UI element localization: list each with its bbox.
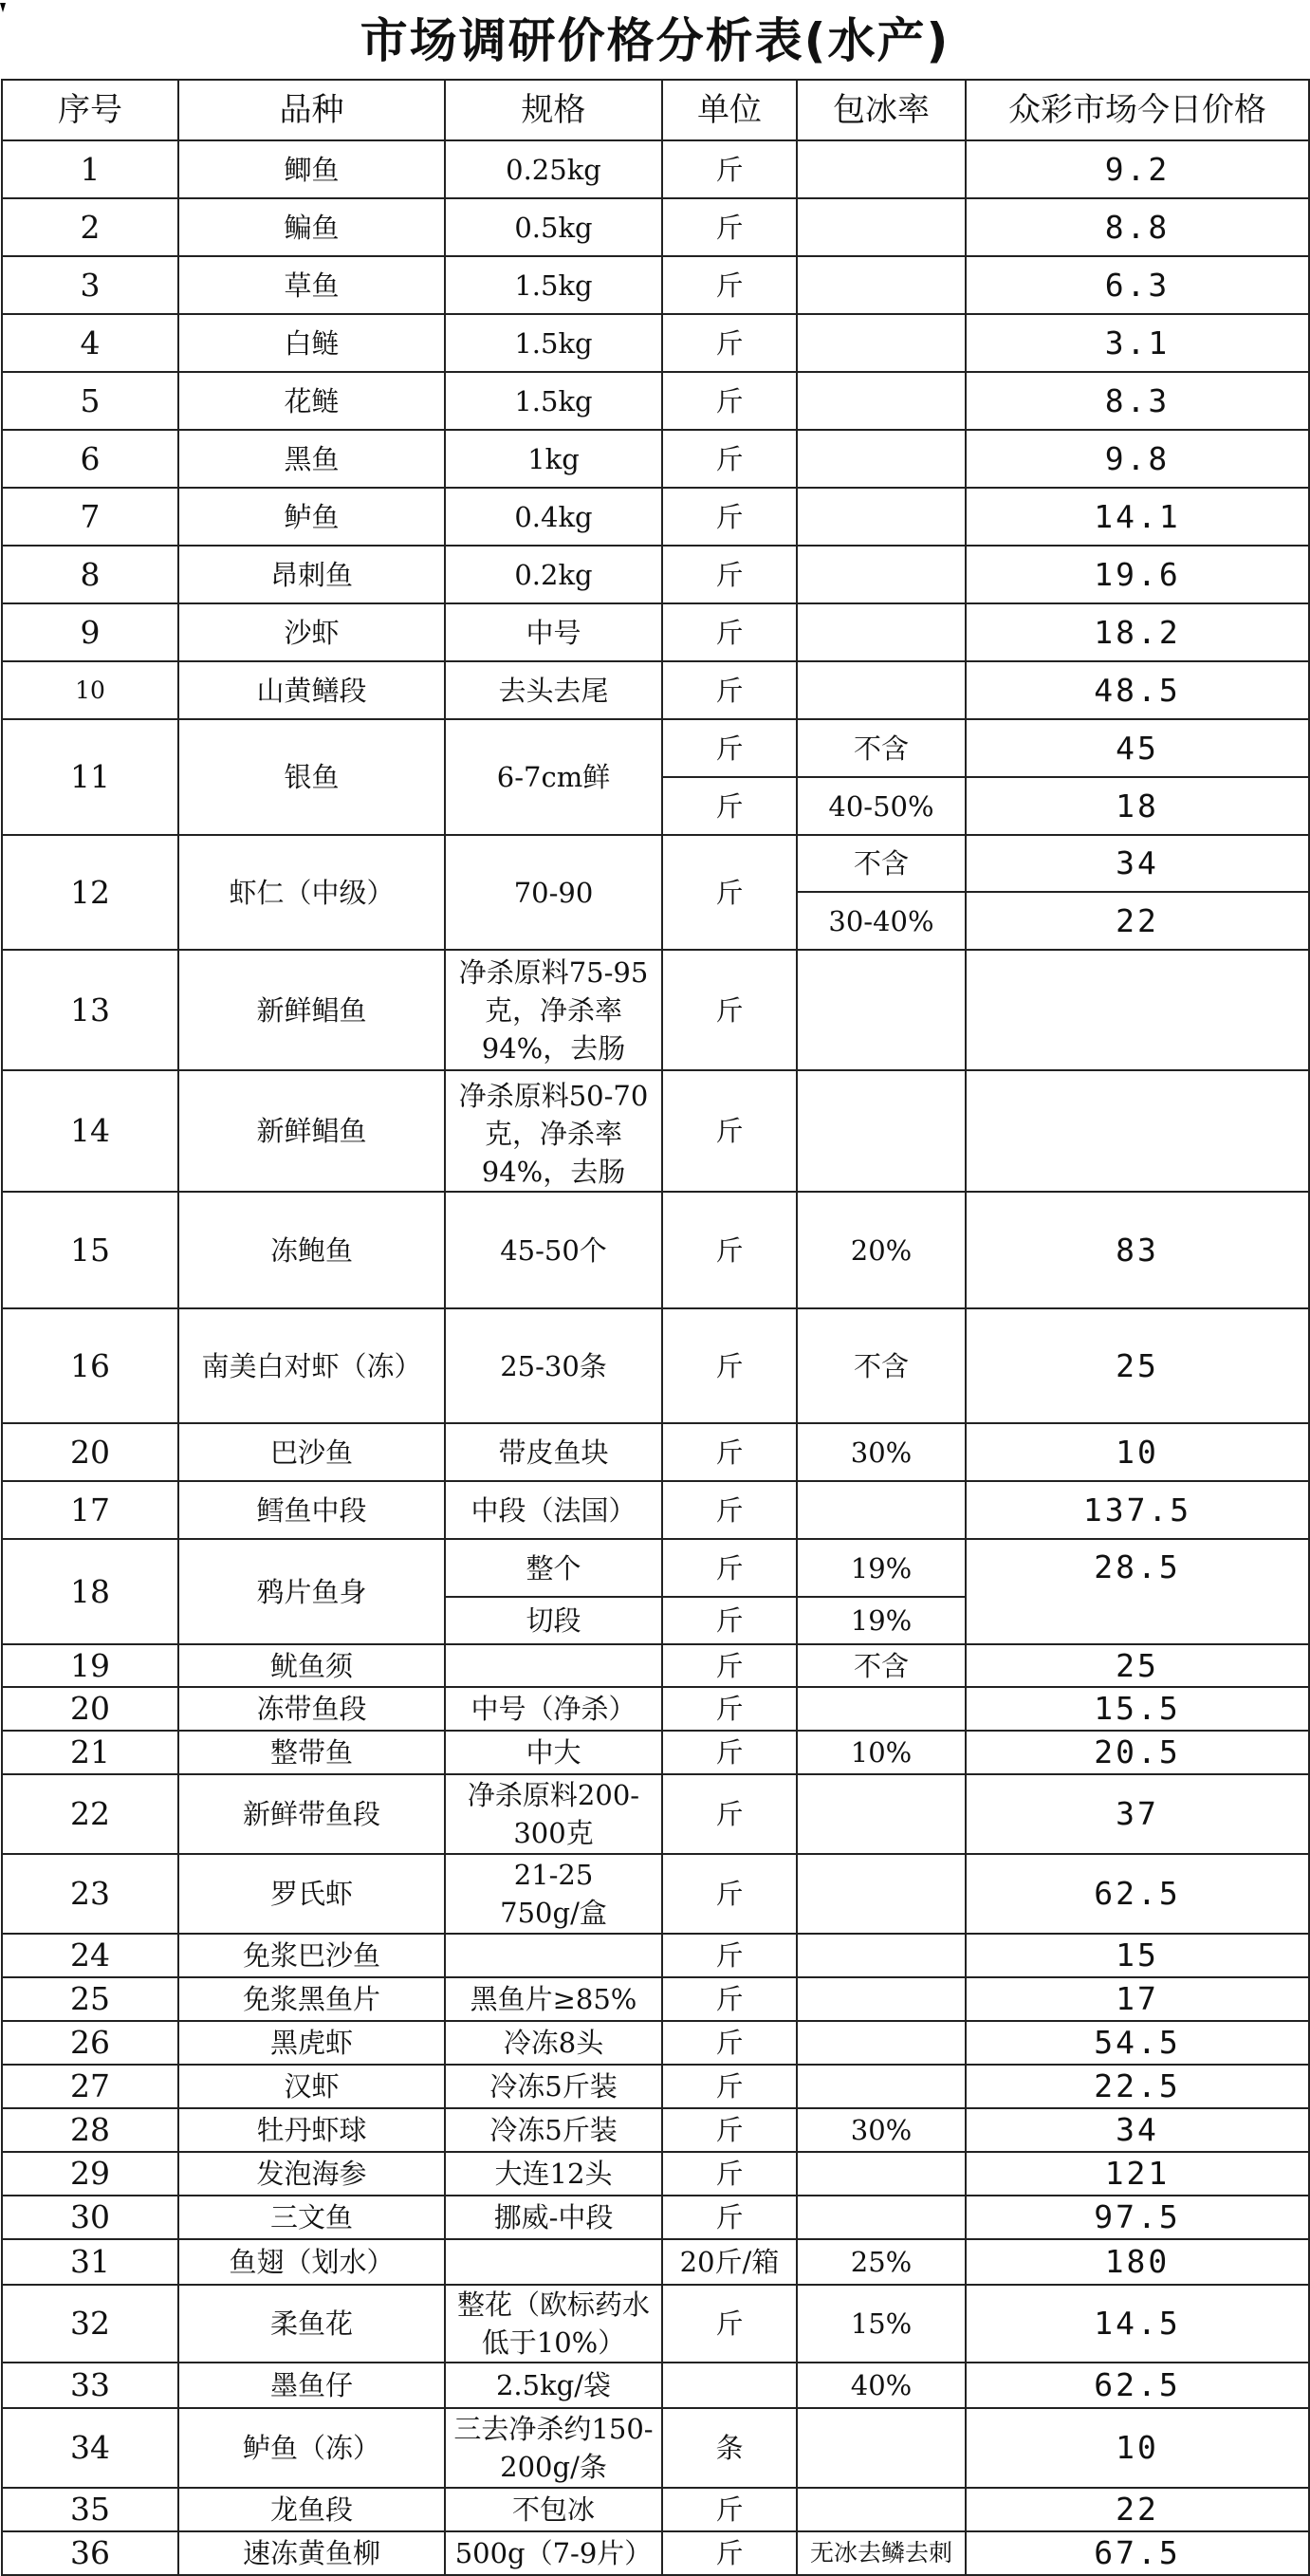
cell-no: 11 — [2, 719, 178, 835]
cell-price: 22 — [966, 2488, 1309, 2531]
cell-spec: 中段（法国） — [445, 1481, 662, 1539]
header-no: 序号 — [2, 80, 178, 140]
cell-price: 180 — [966, 2239, 1309, 2285]
table-row — [2, 1774, 1309, 1854]
cell-no: 7 — [2, 488, 178, 546]
cell-spec: 中大 — [445, 1731, 662, 1774]
table-row — [2, 2363, 1309, 2408]
header-ice-rate: 包冰率 — [797, 80, 966, 140]
cell-unit: 斤 — [662, 1308, 797, 1423]
cell-no: 32 — [2, 2285, 178, 2363]
cell-name: 速冻黄鱼柳 — [178, 2531, 445, 2575]
cell-price: 9.2 — [966, 140, 1309, 198]
price-table — [1, 79, 1310, 2576]
cell-price: 15.5 — [966, 1687, 1309, 1731]
cell-no: 23 — [2, 1854, 178, 1934]
cell-name: 鲫鱼 — [178, 140, 445, 198]
cell-ice — [797, 1977, 966, 2021]
cell-unit: 斤 — [662, 1731, 797, 1774]
cell-name: 黑鱼 — [178, 430, 445, 488]
cell-unit: 斤 — [662, 950, 797, 1070]
cell-name: 沙虾 — [178, 603, 445, 661]
cell-spec: 黑鱼片≥85% — [445, 1977, 662, 2021]
cell-name: 新鲜鲳鱼 — [178, 950, 445, 1070]
table-row — [2, 1731, 1309, 1774]
cell-price: 25 — [966, 1644, 1309, 1687]
cell-spec: 21-25 750g/盒 — [445, 1854, 662, 1934]
cell-price: 34 — [966, 835, 1309, 892]
cell-price: 18.2 — [966, 603, 1309, 661]
cell-name: 冻鲍鱼 — [178, 1192, 445, 1308]
cell-no: 35 — [2, 2488, 178, 2531]
cell-spec: 0.25kg — [445, 140, 662, 198]
cell-unit: 斤 — [662, 488, 797, 546]
table-row — [2, 603, 1309, 661]
page-title: 市场调研价格分析表(水产) — [360, 13, 950, 68]
cell-ice: 25% — [797, 2239, 966, 2285]
cell-unit: 斤 — [662, 546, 797, 603]
cell-no: 13 — [2, 950, 178, 1070]
cell-spec: 0.2kg — [445, 546, 662, 603]
cell-spec: 净杀原料75-95克，净杀率94%，去肠 — [445, 950, 662, 1070]
cell-no: 12 — [2, 835, 178, 950]
cell-price: 45 — [966, 719, 1309, 777]
cell-name: 花鲢 — [178, 372, 445, 430]
cell-price: 3.1 — [966, 314, 1309, 372]
table-row — [2, 1539, 1309, 1597]
cell-ice — [797, 1854, 966, 1934]
cell-no: 5 — [2, 372, 178, 430]
cell-price: 48.5 — [966, 661, 1309, 719]
cell-price: 22 — [966, 892, 1309, 950]
table-row — [2, 719, 1309, 777]
cell-no: 14 — [2, 1070, 178, 1192]
cell-spec: 冷冻5斤装 — [445, 2108, 662, 2152]
cell-price: 121 — [966, 2152, 1309, 2196]
cell-ice — [797, 372, 966, 430]
cell-no: 19 — [2, 1644, 178, 1687]
cell-unit: 斤 — [662, 314, 797, 372]
table-row — [2, 430, 1309, 488]
cell-no: 6 — [2, 430, 178, 488]
table-row — [2, 835, 1309, 892]
cell-spec: 三去净杀约150-200g/条 — [445, 2408, 662, 2488]
cell-ice — [797, 488, 966, 546]
cell-price: 22.5 — [966, 2065, 1309, 2108]
cell-price: 34 — [966, 2108, 1309, 2152]
cell-spec: 净杀原料50-70克，净杀率94%，去肠 — [445, 1070, 662, 1192]
cell-spec: 不包冰 — [445, 2488, 662, 2531]
cell-ice: 不含 — [797, 719, 966, 777]
table-row — [2, 2108, 1309, 2152]
cell-unit: 斤 — [662, 2021, 797, 2065]
cell-price: 10 — [966, 1423, 1309, 1481]
cell-name: 白鲢 — [178, 314, 445, 372]
cell-ice: 19% — [797, 1597, 966, 1644]
table-row — [2, 1423, 1309, 1481]
cell-name: 巴沙鱼 — [178, 1423, 445, 1481]
table-row — [2, 1644, 1309, 1687]
cell-spec: 中号 — [445, 603, 662, 661]
cell-unit: 斤 — [662, 777, 797, 835]
cell-price: 67.5 — [966, 2531, 1309, 2575]
cell-spec: 2.5kg/袋 — [445, 2363, 662, 2408]
cell-price: 14.5 — [966, 2285, 1309, 2363]
cell-name: 虾仁（中级） — [178, 835, 445, 950]
cell-no: 31 — [2, 2239, 178, 2285]
header-spec: 规格 — [445, 80, 662, 140]
cell-unit: 斤 — [662, 256, 797, 314]
cell-ice — [797, 2065, 966, 2108]
cell-ice: 10% — [797, 1731, 966, 1774]
cell-price: 9.8 — [966, 430, 1309, 488]
cell-ice: 20% — [797, 1192, 966, 1308]
cell-unit: 斤 — [662, 2488, 797, 2531]
cell-name: 冻带鱼段 — [178, 1687, 445, 1731]
cell-spec: 1.5kg — [445, 314, 662, 372]
cell-ice: 40-50% — [797, 777, 966, 835]
cell-name: 免浆巴沙鱼 — [178, 1934, 445, 1977]
table-row — [2, 950, 1309, 1070]
cell-unit: 斤 — [662, 1070, 797, 1192]
cell-spec: 冷冻8头 — [445, 2021, 662, 2065]
cell-price: 25 — [966, 1308, 1309, 1423]
cell-ice — [797, 430, 966, 488]
table-row — [2, 1481, 1309, 1539]
header-row — [2, 80, 1309, 140]
cell-spec: 中号（净杀） — [445, 1687, 662, 1731]
table-row — [2, 2285, 1309, 2363]
cell-name: 汉虾 — [178, 2065, 445, 2108]
cell-unit: 斤 — [662, 2196, 797, 2239]
cell-ice — [797, 1774, 966, 1854]
cell-unit: 斤 — [662, 2531, 797, 2575]
cell-ice — [797, 603, 966, 661]
cell-price: 8.3 — [966, 372, 1309, 430]
cell-no: 18 — [2, 1539, 178, 1644]
cell-spec: 带皮鱼块 — [445, 1423, 662, 1481]
cell-spec: 1kg — [445, 430, 662, 488]
cell-name: 龙鱼段 — [178, 2488, 445, 2531]
table-row — [2, 488, 1309, 546]
cell-price: 8.8 — [966, 198, 1309, 256]
cell-ice — [797, 2196, 966, 2239]
cell-spec: 25-30条 — [445, 1308, 662, 1423]
cell-spec: 0.4kg — [445, 488, 662, 546]
cell-name: 牡丹虾球 — [178, 2108, 445, 2152]
table-row — [2, 1854, 1309, 1934]
table-row — [2, 2488, 1309, 2531]
cell-spec: 冷冻5斤装 — [445, 2065, 662, 2108]
cell-no: 10 — [2, 661, 178, 719]
cell-unit: 斤 — [662, 1774, 797, 1854]
cell-no: 22 — [2, 1774, 178, 1854]
table-row — [2, 140, 1309, 198]
cell-no: 34 — [2, 2408, 178, 2488]
cell-price: 15 — [966, 1934, 1309, 1977]
cell-price: 37 — [966, 1774, 1309, 1854]
cell-spec: 1.5kg — [445, 256, 662, 314]
cell-no: 9 — [2, 603, 178, 661]
table-row — [2, 2531, 1309, 2575]
cell-unit: 斤 — [662, 140, 797, 198]
cell-no: 2 — [2, 198, 178, 256]
cell-name: 鳊鱼 — [178, 198, 445, 256]
cell-no: 17 — [2, 1481, 178, 1539]
cell-price: 19.6 — [966, 546, 1309, 603]
cell-name: 免浆黑鱼片 — [178, 1977, 445, 2021]
cell-price: 83 — [966, 1192, 1309, 1308]
cell-name: 柔鱼花 — [178, 2285, 445, 2363]
cell-unit: 斤 — [662, 1644, 797, 1687]
cell-spec: 大连12头 — [445, 2152, 662, 2196]
cell-ice — [797, 256, 966, 314]
cell-unit: 斤 — [662, 603, 797, 661]
cell-unit: 20斤/箱 — [662, 2239, 797, 2285]
cell-price: 137.5 — [966, 1481, 1309, 1539]
cell-no: 26 — [2, 2021, 178, 2065]
cell-spec: 去头去尾 — [445, 661, 662, 719]
cell-name: 鱼翅（划水） — [178, 2239, 445, 2285]
header-name: 品种 — [178, 80, 445, 140]
cell-ice: 15% — [797, 2285, 966, 2363]
cell-name: 罗氏虾 — [178, 1854, 445, 1934]
cell-spec: 500g（7-9片） — [445, 2531, 662, 2575]
header-price: 众彩市场今日价格 — [966, 80, 1309, 140]
cell-name: 黑虎虾 — [178, 2021, 445, 2065]
cell-name: 整带鱼 — [178, 1731, 445, 1774]
cell-unit: 斤 — [662, 1977, 797, 2021]
cell-name: 鲈鱼 — [178, 488, 445, 546]
cell-ice — [797, 314, 966, 372]
cell-ice — [797, 2152, 966, 2196]
cell-ice — [797, 2408, 966, 2488]
cell-no: 28 — [2, 2108, 178, 2152]
cell-ice: 无冰去鳞去刺 — [797, 2531, 966, 2575]
cell-unit: 斤 — [662, 2108, 797, 2152]
cell-name: 山黄鳝段 — [178, 661, 445, 719]
cell-name: 鳕鱼中段 — [178, 1481, 445, 1539]
cell-no: 29 — [2, 2152, 178, 2196]
cell-spec: 45-50个 — [445, 1192, 662, 1308]
cell-spec: 整个 — [445, 1539, 662, 1597]
cell-name: 新鲜鲳鱼 — [178, 1070, 445, 1192]
cell-price: 97.5 — [966, 2196, 1309, 2239]
cell-ice: 不含 — [797, 835, 966, 892]
table-row — [2, 1934, 1309, 1977]
cell-ice — [797, 950, 966, 1070]
cell-no: 36 — [2, 2531, 178, 2575]
table-row — [2, 198, 1309, 256]
cell-price: 28.5 — [966, 1539, 1309, 1644]
table-row — [2, 1192, 1309, 1308]
cell-ice: 不含 — [797, 1644, 966, 1687]
cell-unit: 斤 — [662, 2152, 797, 2196]
cell-no: 15 — [2, 1192, 178, 1308]
table-row — [2, 1308, 1309, 1423]
cell-name: 南美白对虾（冻） — [178, 1308, 445, 1423]
cell-price: 62.5 — [966, 1854, 1309, 1934]
cell-ice — [797, 1687, 966, 1731]
cell-ice — [797, 198, 966, 256]
cell-unit: 斤 — [662, 1854, 797, 1934]
cell-ice: 19% — [797, 1539, 966, 1597]
cell-no: 4 — [2, 314, 178, 372]
cell-name: 银鱼 — [178, 719, 445, 835]
cell-unit — [662, 2363, 797, 2408]
cell-no: 24 — [2, 1934, 178, 1977]
cell-name: 昂刺鱼 — [178, 546, 445, 603]
cell-name: 草鱼 — [178, 256, 445, 314]
cell-ice: 30-40% — [797, 892, 966, 950]
cell-name: 鸦片鱼身 — [178, 1539, 445, 1644]
cell-unit: 斤 — [662, 2285, 797, 2363]
cell-spec: 切段 — [445, 1597, 662, 1644]
cell-no: 8 — [2, 546, 178, 603]
table-row — [2, 1070, 1309, 1192]
cell-spec — [445, 1644, 662, 1687]
cell-no: 30 — [2, 2196, 178, 2239]
cell-ice — [797, 2021, 966, 2065]
table-row — [2, 2239, 1309, 2285]
cell-ice — [797, 661, 966, 719]
cell-no: 25 — [2, 1977, 178, 2021]
table-row — [2, 661, 1309, 719]
cell-spec: 6-7cm鲜 — [445, 719, 662, 835]
cell-no: 27 — [2, 2065, 178, 2108]
cell-no: 20 — [2, 1423, 178, 1481]
cell-name: 鲈鱼（冻） — [178, 2408, 445, 2488]
cell-unit: 斤 — [662, 372, 797, 430]
cell-spec: 整花（欧标药水低于10%） — [445, 2285, 662, 2363]
cell-no: 3 — [2, 256, 178, 314]
cell-ice — [797, 1934, 966, 1977]
cell-ice: 40% — [797, 2363, 966, 2408]
table-row — [2, 546, 1309, 603]
cell-unit: 条 — [662, 2408, 797, 2488]
cell-price: 10 — [966, 2408, 1309, 2488]
cell-price: 17 — [966, 1977, 1309, 2021]
cell-no: 21 — [2, 1731, 178, 1774]
cell-unit: 斤 — [662, 198, 797, 256]
table-row — [2, 314, 1309, 372]
cell-unit: 斤 — [662, 1192, 797, 1308]
cell-unit: 斤 — [662, 1934, 797, 1977]
cell-spec — [445, 1934, 662, 1977]
table-row — [2, 1687, 1309, 1731]
cell-no: 33 — [2, 2363, 178, 2408]
table-row — [2, 372, 1309, 430]
cell-no: 16 — [2, 1308, 178, 1423]
cell-name: 鱿鱼须 — [178, 1644, 445, 1687]
cell-unit: 斤 — [662, 1687, 797, 1731]
cell-ice: 30% — [797, 2108, 966, 2152]
cell-unit: 斤 — [662, 2065, 797, 2108]
cell-name: 三文鱼 — [178, 2196, 445, 2239]
cell-spec: 1.5kg — [445, 372, 662, 430]
cell-name: 发泡海参 — [178, 2152, 445, 2196]
cell-name: 新鲜带鱼段 — [178, 1774, 445, 1854]
table-row — [2, 2408, 1309, 2488]
cell-ice: 不含 — [797, 1308, 966, 1423]
cell-price: 62.5 — [966, 2363, 1309, 2408]
cell-spec: 净杀原料200-300克 — [445, 1774, 662, 1854]
table-row — [2, 1977, 1309, 2021]
cell-no: 1 — [2, 140, 178, 198]
header-unit: 单位 — [662, 80, 797, 140]
cell-unit: 斤 — [662, 719, 797, 777]
cell-price — [966, 1070, 1309, 1192]
cell-ice — [797, 1481, 966, 1539]
cell-spec — [445, 2239, 662, 2285]
table-row — [2, 256, 1309, 314]
cell-price: 54.5 — [966, 2021, 1309, 2065]
table-row — [2, 2196, 1309, 2239]
cell-unit: 斤 — [662, 661, 797, 719]
cell-price: 20.5 — [966, 1731, 1309, 1774]
cell-name: 墨鱼仔 — [178, 2363, 445, 2408]
cell-ice — [797, 140, 966, 198]
cell-ice — [797, 2488, 966, 2531]
cell-ice — [797, 546, 966, 603]
table-row — [2, 2021, 1309, 2065]
cell-unit: 斤 — [662, 430, 797, 488]
table-row — [2, 2065, 1309, 2108]
cell-unit: 斤 — [662, 1481, 797, 1539]
cell-no: 20 — [2, 1687, 178, 1731]
cell-unit: 斤 — [662, 1597, 797, 1644]
cell-price: 18 — [966, 777, 1309, 835]
cell-price: 6.3 — [966, 256, 1309, 314]
cell-price: 14.1 — [966, 488, 1309, 546]
cell-unit: 斤 — [662, 1423, 797, 1481]
cell-spec: 挪威-中段 — [445, 2196, 662, 2239]
cell-ice: 30% — [797, 1423, 966, 1481]
table-row — [2, 2152, 1309, 2196]
cell-price — [966, 950, 1309, 1070]
cell-unit: 斤 — [662, 835, 797, 950]
cell-spec: 0.5kg — [445, 198, 662, 256]
cell-unit: 斤 — [662, 1539, 797, 1597]
cell-spec: 70-90 — [445, 835, 662, 950]
cell-ice — [797, 1070, 966, 1192]
